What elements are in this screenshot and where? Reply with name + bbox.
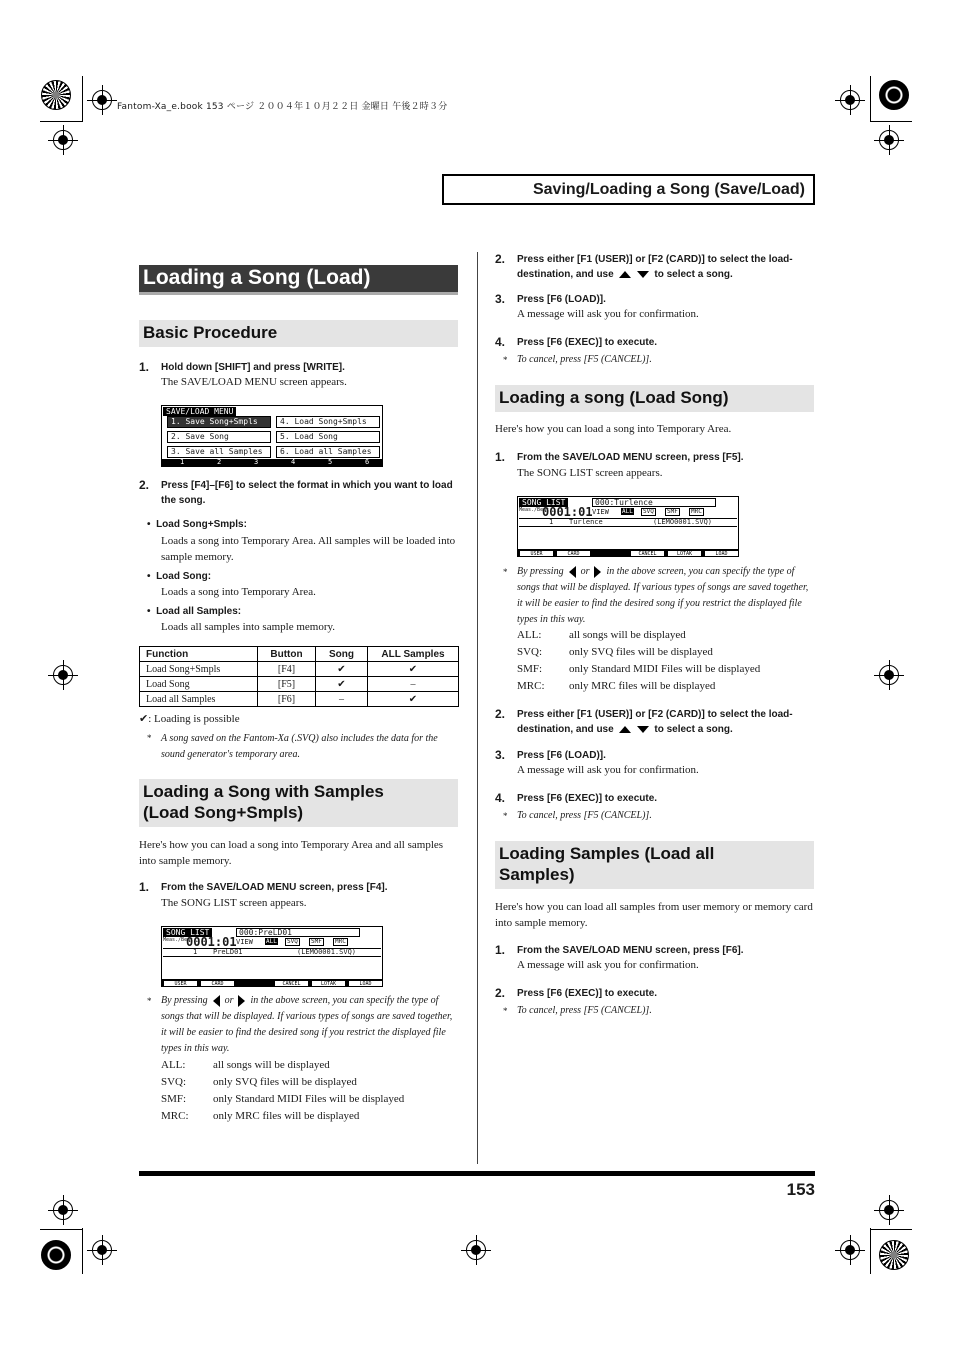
view-filter-svq[interactable]: SVQ [643,508,654,515]
footer-rule [139,1171,815,1176]
heading-line: Loading Samples (Load all [499,844,715,863]
registration-star-top-right [879,80,909,110]
meas-beat-label: Meas./Beat [519,507,550,513]
step-number: 4. [495,791,506,805]
crop-mark [82,1228,83,1274]
def-key: ALL: [161,1059,186,1071]
load-all-samples-heading [495,841,814,889]
crop-mark [40,1229,82,1230]
note-part: or [224,995,234,1006]
cursor-down-icon [637,271,649,278]
fkey-load[interactable]: LOAD [705,550,738,556]
cursor-right-icon [238,995,245,1007]
view-label: VIEW [592,508,609,516]
song-list-screen [517,496,739,557]
def-value: all songs will be displayed [569,629,686,641]
note-part: By pressing [161,995,208,1006]
fkey-cancel[interactable]: CANCEL [631,550,664,556]
fkey-load[interactable]: LOAD [349,980,382,986]
lcd-title: SAVE/LOAD MENU [163,407,236,416]
note-marker: * [503,355,508,365]
crop-mark [870,121,912,122]
crosshair-mark [840,1240,860,1260]
step-body: A message will ask you for confirmation. [517,764,699,776]
row-file-name: (LEMO0001.SVQ) [297,948,357,956]
page-number: 153 [786,1180,815,1199]
song-list-row[interactable] [519,518,737,527]
menu-load-song-smpls[interactable]: 4. Load Song+Smpls [276,416,380,428]
table-header-row [140,647,459,662]
note-part: in the above screen, you can specify the type of songs that will be displayed. If various types of songs are saved together, it will be easier to find the desired song if you restrict the displayed file types in this way. [517,566,809,625]
heading-line: (Load Song+Smpls) [143,803,304,822]
meas-beat-label: Meas./Beat [163,937,194,943]
load-song-smpls-heading [139,779,458,827]
step-number: 2. [495,252,506,266]
bullet-body: Loads a song into Temporary Area. All samples will be loaded into sample memory. [161,535,456,563]
table-row [140,662,459,677]
note-marker: * [147,733,152,743]
step-body: The SAVE/LOAD MENU screen appears. [161,376,347,388]
note-part: or [580,566,590,577]
def-value: only SVQ files will be displayed [569,646,713,658]
cancel-note: To cancel, press [F5 (CANCEL)]. [517,810,652,821]
menu-save-all-samples[interactable]: 3. Save all Samples [167,446,271,458]
crosshair-mark [879,130,899,150]
table-cell: ✔ [368,662,459,677]
table-row [140,677,459,692]
note-marker: * [147,996,152,1006]
crosshair-mark [466,1240,486,1260]
step-number: 1. [495,943,506,957]
step-number: 2. [495,986,506,1000]
bullet-body: Loads all samples into sample memory. [161,621,336,633]
step-text: Press [F6 (LOAD)]. [517,750,606,761]
table-header: Button [258,647,316,662]
cursor-left-icon [569,566,576,578]
cursor-up-icon [619,726,631,733]
meas-beat-value: 0001:01 [186,935,237,949]
crosshair-mark [840,90,860,110]
def-value: all songs will be displayed [213,1059,330,1071]
def-key: SVQ: [517,646,543,658]
heading-line: Samples) [499,865,575,884]
file-type-definitions [161,1057,404,1125]
note-marker: * [503,567,508,577]
table-cell: Load Song [140,677,258,692]
function-bar [162,459,382,466]
cancel-note: To cancel, press [F5 (CANCEL)]. [517,1005,652,1016]
note-marker: * [503,811,508,821]
step-number: 1. [139,360,150,374]
def-key: ALL: [517,629,542,641]
step-number: 1. [139,880,150,894]
row-number: 1 [549,518,554,526]
step-text: Press [F6 (EXEC)] to execute. [517,793,658,804]
step-text [517,252,813,282]
step-text-part: Press either [F1 (USER)] or [F2 (CARD)] to select the load-destination, and use [517,254,793,280]
bullet-body: Loads a song into Temporary Area. [161,586,316,598]
file-info: Fantom-Xa_e.book 153 ページ ２００４年１０月２２日 金曜日 午後２時３分 [117,102,448,112]
view-filter-mrc[interactable]: MRC [691,508,702,515]
page-title: Loading a Song (Load) [139,265,458,295]
note-text: A song saved on the Fantom-Xa (.SVQ) also includes the data for the sound generator's temporary area. [161,733,438,760]
step-text: From the SAVE/LOAD MENU screen, press [F6]. [517,945,744,956]
function-bar [162,979,382,986]
view-filter-all[interactable]: ALL [266,938,277,945]
step-body: The SONG LIST screen appears. [517,467,663,479]
fkey-card[interactable]: CARD [201,980,234,986]
crosshair-mark [92,90,112,110]
step-body: The SONG LIST screen appears. [161,897,307,909]
song-name-field[interactable]: 000:Turlence [592,498,716,507]
table-cell: ✔ [316,677,368,692]
step-number: 3. [495,748,506,762]
step-body: A message will ask you for confirmation. [517,308,699,320]
note-text [161,993,457,1057]
song-list-screen [161,926,383,987]
row-number: 1 [193,948,198,956]
bullet-label: Load Song: [156,571,212,582]
meas-beat-value: 0001:01 [542,505,593,519]
bullet-list: • Load Song+Smpls: Loads a song into Temporary Area. All samples will be loaded into sample memory. • Load Song: Loads a song into Temporary Area. • Load all Samples: Loads all samples into sample memory. [147,519,456,633]
step-number: 2. [139,478,150,492]
table-cell: [F6] [258,692,316,707]
crosshair-mark [879,1200,899,1220]
cursor-up-icon [619,271,631,278]
step-text: Press [F6 (EXEC)] to execute. [517,988,658,999]
registration-star-top-left [41,80,71,110]
crop-mark [40,121,82,122]
view-label: VIEW [236,938,253,946]
lcd-title: SONG LIST [163,928,212,937]
crosshair-mark [53,665,73,685]
fkey-cancel[interactable]: CANCEL [275,980,308,986]
table-header: Function [140,647,258,662]
crosshair-mark [53,1200,73,1220]
bullet-label: Load all Samples: [156,606,242,617]
step-number: 2. [495,707,506,721]
def-key: SVQ: [161,1076,187,1088]
step-text [517,707,813,737]
note-part: in the above screen, you can specify the type of songs that will be displayed. If various types of songs are saved together, it will be easier to find the desired song if you restrict the displayed file types in this way. [161,995,453,1054]
table-cell: – [316,692,368,707]
menu-save-song[interactable]: 2. Save Song [167,431,271,443]
fkey-user[interactable]: USER [520,550,553,556]
fkey-user[interactable]: USER [164,980,197,986]
step-text: From the SAVE/LOAD MENU screen, press [F5]. [517,452,744,463]
step-text-part: to select a song. [654,269,733,280]
def-value: only Standard MIDI Files will be displayed [213,1093,405,1105]
section-header: Saving/Loading a Song (Save/Load) [442,174,815,205]
step-body: A message will ask you for confirmation. [517,959,699,971]
table-cell: ✔ [368,692,459,707]
def-key: MRC: [161,1110,189,1122]
registration-star-bottom-left [41,1240,71,1270]
crop-mark [870,76,871,122]
save-load-menu-screen [161,405,383,467]
load-function-table [139,646,459,707]
heading-line: Loading a Song with Samples [143,782,384,801]
note-text [517,564,813,628]
crosshair-mark [53,130,73,150]
table-cell: [F5] [258,677,316,692]
song-list-row[interactable] [163,948,381,957]
fkey-number: 5 [328,458,333,466]
fkey-number: 1 [180,458,185,466]
cancel-note: To cancel, press [F5 (CANCEL)]. [517,354,652,365]
step-text-part: to select a song. [654,724,733,735]
fkey-lotak[interactable]: LOTAK [312,980,345,986]
view-filter-smf[interactable]: SMF [311,938,322,945]
song-name-field[interactable]: 000:PreLD01 [236,928,360,937]
def-value: only SVQ files will be displayed [213,1076,357,1088]
bullet-label: Load Song+Smpls: [156,519,247,530]
crop-mark [870,1229,912,1230]
note-part: By pressing [517,566,564,577]
table-cell: ✔ [316,662,368,677]
crosshair-mark [92,1240,112,1260]
table-row [140,692,459,707]
step-text: Press [F6 (EXEC)] to execute. [517,337,658,348]
def-value: only MRC files will be displayed [213,1110,360,1122]
view-filter-svq[interactable]: SVQ [287,938,298,945]
section-intro: Here's how you can load a song into Temporary Area. [495,423,732,435]
fkey-number: 6 [365,458,370,466]
step-number: 1. [495,450,506,464]
fkey-card[interactable]: CARD [557,550,590,556]
cursor-left-icon [213,995,220,1007]
step-number: 4. [495,335,506,349]
function-bar [518,549,738,556]
menu-load-all-samples[interactable]: 6. Load all Samples [276,446,380,458]
load-song-heading: Loading a song (Load Song) [495,385,814,412]
menu-save-song-smpls[interactable]: 1. Save Song+Smpls [167,416,271,428]
table-cell: Load Song+Smpls [140,662,258,677]
basic-procedure-heading: Basic Procedure [139,320,458,347]
def-value: only Standard MIDI Files will be displayed [569,663,761,675]
table-header: Song [316,647,368,662]
step-text: From the SAVE/LOAD MENU screen, press [F4]. [161,882,388,893]
step-text: Press [F4]–[F6] to select the format in which you want to load the song. [161,480,453,506]
table-cell: – [368,677,459,692]
def-key: MRC: [517,680,545,692]
view-filter-smf[interactable]: SMF [667,508,678,515]
step-text: Press [F6 (LOAD)]. [517,294,606,305]
cursor-right-icon [594,566,601,578]
crosshair-mark [879,665,899,685]
def-key: SMF: [517,663,543,675]
table-cell: [F4] [258,662,316,677]
note-marker: * [503,1006,508,1016]
step-text-part: Press either [F1 (USER)] or [F2 (CARD)] to select the load-destination, and use [517,709,793,735]
menu-load-song[interactable]: 5. Load Song [276,431,380,443]
table-header: ALL Samples [368,647,459,662]
row-file-name: (LEMO0001.SVQ) [653,518,713,526]
row-song-name: Turlence [569,518,603,526]
section-intro: Here's how you can load all samples from user memory or memory card into sample memory. [495,901,813,929]
cursor-down-icon [637,726,649,733]
column-divider [477,252,478,1164]
fkey-number: 3 [254,458,259,466]
registration-star-bottom-right [879,1240,909,1270]
step-text: Hold down [SHIFT] and press [WRITE]. [161,362,345,373]
view-filter-all[interactable]: ALL [622,508,633,515]
table-legend: ✔: Loading is possible [139,713,240,725]
view-filter-mrc[interactable]: MRC [335,938,346,945]
crop-mark [870,1228,871,1274]
lcd-title: SONG LIST [519,498,568,507]
row-song-name: PreLD01 [213,948,243,956]
fkey-lotak[interactable]: LOTAK [668,550,701,556]
crop-mark [82,76,83,122]
def-value: only MRC files will be displayed [569,680,716,692]
step-number: 3. [495,292,506,306]
fkey-number: 4 [291,458,296,466]
file-type-definitions [517,627,760,695]
table-cell: Load all Samples [140,692,258,707]
def-key: SMF: [161,1093,187,1105]
fkey-number: 2 [217,458,222,466]
section-intro: Here's how you can load a song into Temporary Area and all samples into sample memory. [139,839,444,867]
